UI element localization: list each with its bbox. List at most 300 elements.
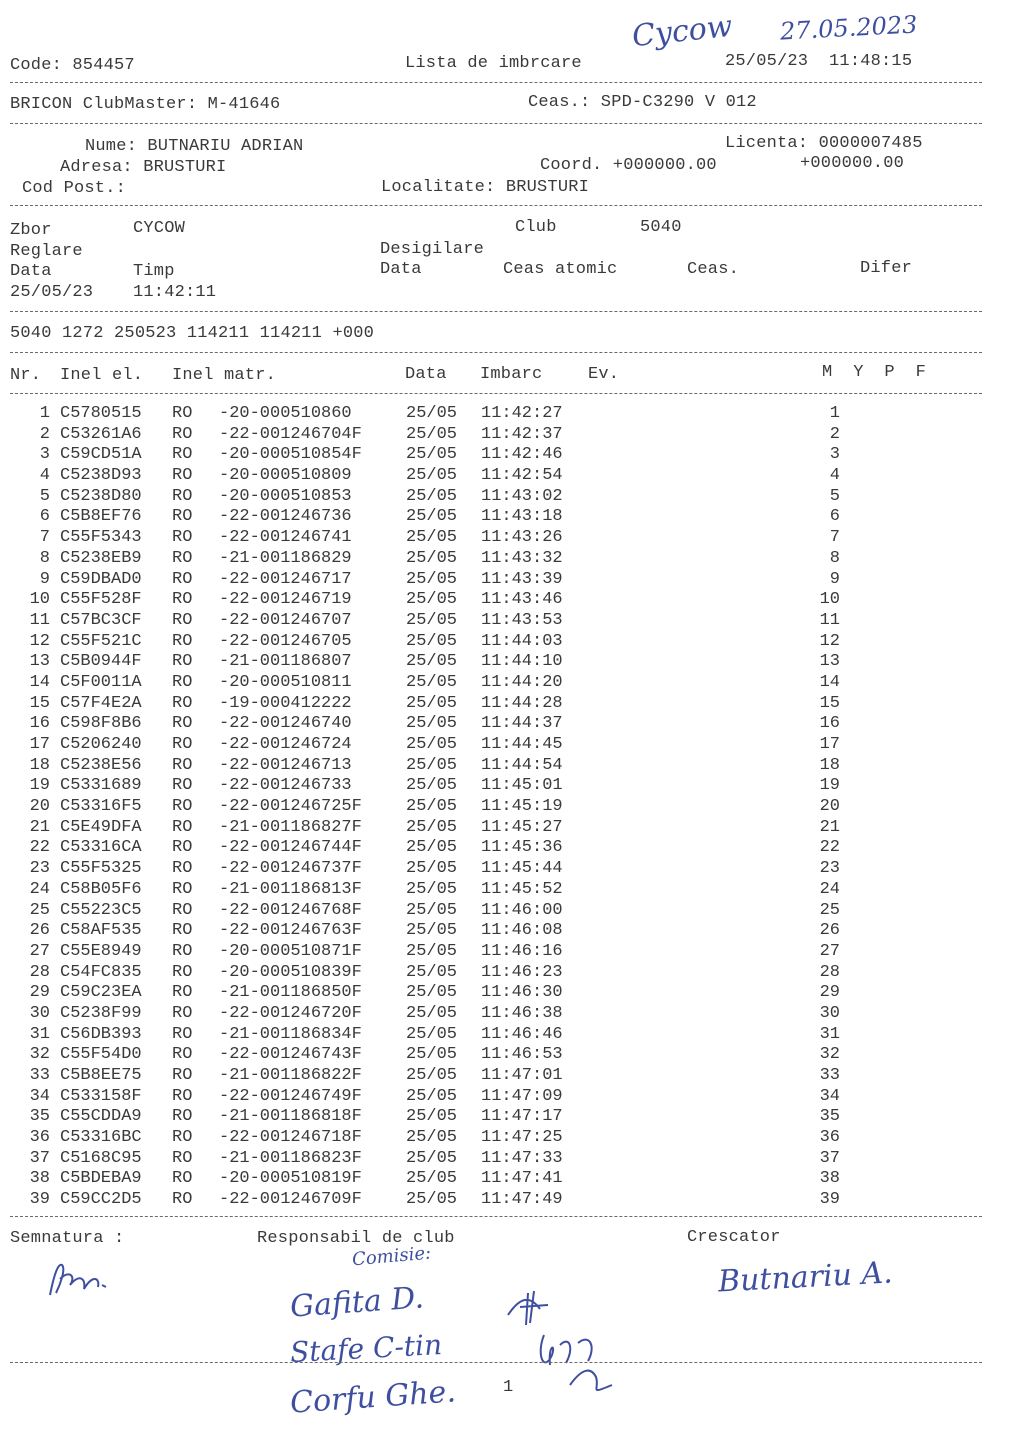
cell-nr: 1: [39, 404, 50, 423]
table-row: [0, 901, 1024, 922]
cell-matr: -22-001246740: [219, 714, 352, 734]
cell-m: 9: [829, 569, 840, 589]
cell-ring: C55F528F: [60, 590, 142, 610]
cell-cty: RO: [172, 714, 193, 734]
cell-ring: C5B0944F: [60, 652, 142, 672]
cell-time: 11:42:37: [481, 424, 563, 444]
cell-nr: 12: [29, 631, 50, 651]
breeder-label: Crescator: [687, 1228, 781, 1247]
cell-cty: RO: [172, 424, 193, 444]
handwritten-member-1: Gafita D.: [288, 1280, 425, 1325]
cell-nr: 6: [39, 507, 50, 527]
cell-m: 1: [829, 404, 840, 423]
cell-ring: C59C23EA: [60, 983, 142, 1003]
cell-nr: 3: [39, 445, 50, 465]
table-row: [0, 776, 1024, 797]
cell-time: 11:43:53: [481, 610, 563, 630]
cell-m: 24: [819, 879, 840, 899]
cell-time: 11:43:39: [481, 569, 563, 589]
cell-matr: -22-001246713: [219, 755, 352, 775]
cell-date: 25/05: [406, 941, 458, 961]
cell-ring: C5238D80: [60, 486, 142, 506]
table-row: [0, 611, 1024, 632]
cell-ring: C55F521C: [60, 631, 142, 651]
cell-matr: -20-000510811: [219, 672, 352, 692]
cell-matr: -20-000510819F: [219, 1169, 362, 1189]
cell-date: 25/05: [406, 548, 458, 568]
table-row: [0, 838, 1024, 859]
table-row: [0, 942, 1024, 963]
cell-date: 25/05: [406, 672, 458, 692]
flight-code-line: 5040 1272 250523 114211 114211 +000: [10, 324, 375, 343]
cell-m: 17: [819, 735, 840, 754]
ceas-label: Ceas.: [687, 260, 740, 279]
cell-time: 11:47:17: [481, 1107, 563, 1127]
cell-matr: -20-000510839F: [219, 962, 362, 982]
cell-cty: RO: [172, 404, 193, 423]
data2-label: Data: [380, 260, 422, 279]
cell-date: 25/05: [406, 1169, 458, 1189]
cell-time: 11:47:09: [481, 1086, 563, 1106]
cell-matr: -22-001246707: [219, 610, 352, 630]
cell-time: 11:44:37: [481, 714, 563, 734]
cell-ring: C54FC835: [60, 962, 142, 982]
table-row: [0, 714, 1024, 735]
cell-m: 3: [829, 445, 840, 465]
cell-date: 25/05: [406, 569, 458, 589]
table-row: [0, 507, 1024, 528]
license-number: Licenta: 0000007485: [725, 134, 923, 153]
handwritten-commission: Comisie:: [351, 1242, 432, 1271]
table-row: [0, 963, 1024, 984]
cell-matr: -21-001186827F: [219, 817, 362, 837]
table-row: [0, 983, 1024, 1004]
cell-cty: RO: [172, 445, 193, 465]
cell-matr: -21-001186822F: [219, 1066, 362, 1085]
cell-matr: -20-000510853: [219, 486, 352, 506]
cell-time: 11:44:20: [481, 672, 563, 692]
cell-cty: RO: [172, 797, 193, 817]
cell-matr: -22-001246724: [219, 735, 352, 754]
clubmaster-label: BRICON ClubMaster: M-41646: [10, 95, 281, 114]
cell-date: 25/05: [406, 900, 458, 920]
table-row: [0, 1128, 1024, 1149]
cell-cty: RO: [172, 590, 193, 610]
table-row: [0, 487, 1024, 508]
cell-ring: C59CC2D5: [60, 1190, 142, 1210]
cell-date: 25/05: [406, 652, 458, 672]
cell-matr: -21-001186813F: [219, 879, 362, 899]
cell-cty: RO: [172, 1003, 193, 1023]
cell-m: 7: [829, 528, 840, 548]
divider: [10, 311, 982, 312]
cell-matr: -20-000510809: [219, 466, 352, 486]
locality-label: Localitate: BRUSTURI: [381, 178, 590, 197]
cell-cty: RO: [172, 631, 193, 651]
cell-cty: RO: [172, 610, 193, 630]
cell-ring: C5B8EE75: [60, 1066, 142, 1085]
cell-nr: 24: [29, 879, 50, 899]
cell-time: 11:47:33: [481, 1148, 563, 1168]
cell-ring: C5F0011A: [60, 672, 142, 692]
cell-ring: C53316CA: [60, 838, 142, 858]
cell-cty: RO: [172, 838, 193, 858]
cell-m: 23: [819, 859, 840, 879]
cell-time: 11:45:44: [481, 859, 563, 879]
cell-date: 25/05: [406, 445, 458, 465]
cell-ring: C5238EB9: [60, 548, 142, 568]
table-row: [0, 921, 1024, 942]
cell-date: 25/05: [406, 631, 458, 651]
cell-m: 26: [819, 921, 840, 941]
table-row: [0, 652, 1024, 673]
cell-matr: -22-001246741: [219, 528, 352, 548]
cell-m: 31: [819, 1024, 840, 1044]
cell-cty: RO: [172, 1128, 193, 1148]
cell-m: 14: [819, 672, 840, 692]
cell-date: 25/05: [406, 610, 458, 630]
cell-date: 25/05: [406, 528, 458, 548]
cell-time: 11:46:53: [481, 1045, 563, 1065]
table-row: [0, 694, 1024, 715]
cell-cty: RO: [172, 983, 193, 1003]
cell-matr: -22-001246744F: [219, 838, 362, 858]
zbor-label: Zbor: [10, 221, 52, 240]
cell-time: 11:47:49: [481, 1190, 563, 1210]
cell-m: 38: [819, 1169, 840, 1189]
cell-date: 25/05: [406, 1066, 458, 1085]
data-label: Data: [10, 262, 52, 281]
cell-nr: 4: [39, 466, 50, 486]
cell-ring: C5780515: [60, 404, 142, 423]
table-row: [0, 590, 1024, 611]
cell-time: 11:43:02: [481, 486, 563, 506]
cell-nr: 15: [29, 693, 50, 713]
cell-nr: 9: [39, 569, 50, 589]
cell-ring: C57F4E2A: [60, 693, 142, 713]
cell-nr: 22: [29, 838, 50, 858]
cell-matr: -22-001246763F: [219, 921, 362, 941]
cell-matr: -21-001186823F: [219, 1148, 362, 1168]
ceas-atomic-label: Ceas atomic: [503, 260, 618, 279]
cell-matr: -21-001186834F: [219, 1024, 362, 1044]
cell-time: 11:46:30: [481, 983, 563, 1003]
cell-m: 15: [819, 693, 840, 713]
cell-m: 18: [819, 755, 840, 775]
cell-time: 11:47:01: [481, 1066, 563, 1085]
cell-date: 25/05: [406, 735, 458, 754]
cell-time: 11:43:26: [481, 528, 563, 548]
cell-nr: 31: [29, 1024, 50, 1044]
cell-matr: -22-001246719: [219, 590, 352, 610]
cell-nr: 29: [29, 983, 50, 1003]
cell-cty: RO: [172, 466, 193, 486]
divider: [10, 205, 982, 206]
cell-cty: RO: [172, 941, 193, 961]
cell-m: 8: [829, 548, 840, 568]
divider: [10, 1362, 982, 1363]
cell-ring: C55E8949: [60, 941, 142, 961]
cell-m: 28: [819, 962, 840, 982]
cell-ring: C5238E56: [60, 755, 142, 775]
table-row: [0, 632, 1024, 653]
cell-date: 25/05: [406, 424, 458, 444]
cell-nr: 28: [29, 962, 50, 982]
cell-m: 2: [829, 424, 840, 444]
cell-date: 25/05: [406, 879, 458, 899]
cell-nr: 7: [39, 528, 50, 548]
table-row: [0, 1087, 1024, 1108]
cell-m: 21: [819, 817, 840, 837]
cell-matr: -21-001186807: [219, 652, 352, 672]
cell-cty: RO: [172, 507, 193, 527]
col-inel-el: Inel el.: [60, 366, 144, 385]
cell-ring: C5331689: [60, 776, 142, 796]
coordinates-value: +000000.00: [800, 154, 905, 173]
cell-date: 25/05: [406, 921, 458, 941]
cell-ring: C55223C5: [60, 900, 142, 920]
cell-matr: -20-000510871F: [219, 941, 362, 961]
cell-cty: RO: [172, 962, 193, 982]
table-row: [0, 1066, 1024, 1087]
cell-ring: C53316F5: [60, 797, 142, 817]
postcode-label: Cod Post.:: [22, 179, 127, 198]
cell-ring: C57BC3CF: [60, 610, 142, 630]
cell-m: 4: [829, 466, 840, 486]
divider: [10, 123, 982, 124]
cell-m: 20: [819, 797, 840, 817]
cell-nr: 13: [29, 652, 50, 672]
cell-cty: RO: [172, 1024, 193, 1044]
cell-date: 25/05: [406, 404, 458, 423]
cell-cty: RO: [172, 1169, 193, 1189]
cell-time: 11:43:32: [481, 548, 563, 568]
cell-nr: 14: [29, 672, 50, 692]
cell-date: 25/05: [406, 1045, 458, 1065]
cell-nr: 10: [29, 590, 50, 610]
cell-time: 11:45:36: [481, 838, 563, 858]
cell-nr: 27: [29, 941, 50, 961]
cell-date: 25/05: [406, 1024, 458, 1044]
cell-ring: C598F8B6: [60, 714, 142, 734]
cell-date: 25/05: [406, 466, 458, 486]
cell-nr: 35: [29, 1107, 50, 1127]
cell-cty: RO: [172, 735, 193, 754]
cell-cty: RO: [172, 900, 193, 920]
cell-time: 11:44:54: [481, 755, 563, 775]
cell-cty: RO: [172, 1190, 193, 1210]
handwritten-place: Cycow: [630, 8, 735, 55]
cell-cty: RO: [172, 528, 193, 548]
table-row: [0, 880, 1024, 901]
cell-cty: RO: [172, 548, 193, 568]
cell-date: 25/05: [406, 838, 458, 858]
table-row: [0, 1149, 1024, 1170]
cell-time: 11:42:54: [481, 466, 563, 486]
cell-date: 25/05: [406, 983, 458, 1003]
cell-nr: 38: [29, 1169, 50, 1189]
cell-cty: RO: [172, 879, 193, 899]
table-row: [0, 466, 1024, 487]
cell-m: 22: [819, 838, 840, 858]
cell-ring: C55F5325: [60, 859, 142, 879]
cell-matr: -21-001186850F: [219, 983, 362, 1003]
cell-ring: C59DBAD0: [60, 569, 142, 589]
cell-cty: RO: [172, 693, 193, 713]
cell-nr: 37: [29, 1148, 50, 1168]
cell-matr: -19-000412222: [219, 693, 352, 713]
cell-date: 25/05: [406, 1148, 458, 1168]
cell-nr: 25: [29, 900, 50, 920]
cell-time: 11:44:03: [481, 631, 563, 651]
cell-nr: 34: [29, 1086, 50, 1106]
cell-matr: -22-001246717: [219, 569, 352, 589]
cell-ring: C56DB393: [60, 1024, 142, 1044]
table-row: [0, 425, 1024, 446]
divider: [10, 82, 982, 83]
cell-matr: -21-001186829: [219, 548, 352, 568]
table-row: [0, 1045, 1024, 1066]
cell-cty: RO: [172, 652, 193, 672]
cell-nr: 30: [29, 1003, 50, 1023]
difer-label: Difer: [860, 259, 913, 278]
cell-nr: 18: [29, 755, 50, 775]
cell-matr: -22-001246749F: [219, 1086, 362, 1106]
col-data: Data: [405, 365, 447, 384]
reglare-date: 25/05/23: [10, 283, 94, 302]
handwritten-member-2: Stafe C-tin: [289, 1328, 443, 1369]
cell-time: 11:42:27: [481, 404, 563, 423]
cell-time: 11:45:52: [481, 879, 563, 899]
cell-matr: -22-001246768F: [219, 900, 362, 920]
cell-nr: 21: [29, 817, 50, 837]
cell-nr: 33: [29, 1066, 50, 1085]
cell-m: 27: [819, 941, 840, 961]
club-value: 5040: [640, 218, 682, 237]
cell-m: 30: [819, 1003, 840, 1023]
cell-time: 11:47:25: [481, 1128, 563, 1148]
cell-ring: C55F54D0: [60, 1045, 142, 1065]
cell-cty: RO: [172, 672, 193, 692]
cell-nr: 20: [29, 797, 50, 817]
signature-mark: [40, 1255, 130, 1305]
cell-m: 37: [819, 1148, 840, 1168]
cell-time: 11:43:46: [481, 590, 563, 610]
cell-matr: -22-001246736: [219, 507, 352, 527]
col-myp-f: M Y P F: [822, 363, 927, 382]
cell-nr: 19: [29, 776, 50, 796]
cell-date: 25/05: [406, 1086, 458, 1106]
cell-cty: RO: [172, 755, 193, 775]
handwritten-member-3: Corfu Ghe.: [288, 1374, 457, 1421]
cell-cty: RO: [172, 1107, 193, 1127]
cell-nr: 17: [29, 735, 50, 754]
table-row: [0, 797, 1024, 818]
cell-date: 25/05: [406, 693, 458, 713]
cell-nr: 36: [29, 1128, 50, 1148]
coordinates-label: Coord. +000000.00: [540, 156, 717, 175]
cell-cty: RO: [172, 1086, 193, 1106]
table-row: [0, 1025, 1024, 1046]
cell-ring: C5B8EF76: [60, 507, 142, 527]
cell-time: 11:44:10: [481, 652, 563, 672]
cell-m: 36: [819, 1128, 840, 1148]
page-number: 1: [503, 1378, 514, 1397]
cell-matr: -21-001186818F: [219, 1107, 362, 1127]
cell-time: 11:46:16: [481, 941, 563, 961]
cell-matr: -22-001246733: [219, 776, 352, 796]
club-responsible-label: Responsabil de club: [257, 1229, 455, 1248]
cell-matr: -22-001246737F: [219, 859, 362, 879]
cell-cty: RO: [172, 1045, 193, 1065]
cell-m: 39: [819, 1190, 840, 1210]
cell-m: 13: [819, 652, 840, 672]
clock-label: Ceas.: SPD-C3290 V 012: [528, 93, 757, 112]
cell-ring: C533158F: [60, 1086, 142, 1106]
document-title: Lista de imbrcare: [405, 54, 582, 73]
cell-time: 11:46:08: [481, 921, 563, 941]
cell-nr: 2: [39, 424, 50, 444]
cell-time: 11:46:00: [481, 900, 563, 920]
divider: [10, 1216, 982, 1217]
cell-date: 25/05: [406, 1107, 458, 1127]
commission-signatures: [500, 1285, 620, 1415]
cell-cty: RO: [172, 1066, 193, 1085]
table-row: [0, 756, 1024, 777]
cell-nr: 8: [39, 548, 50, 568]
cell-nr: 26: [29, 921, 50, 941]
cell-nr: 32: [29, 1045, 50, 1065]
cell-m: 19: [819, 776, 840, 796]
cell-time: 11:47:41: [481, 1169, 563, 1189]
club-label: Club: [515, 218, 557, 237]
cell-date: 25/05: [406, 755, 458, 775]
cell-ring: C53316BC: [60, 1128, 142, 1148]
table-row: [0, 859, 1024, 880]
cell-m: 6: [829, 507, 840, 527]
cell-ring: C5168C95: [60, 1148, 142, 1168]
cell-time: 11:44:45: [481, 735, 563, 754]
col-nr: Nr.: [10, 366, 42, 385]
cell-nr: 11: [29, 610, 50, 630]
cell-m: 32: [819, 1045, 840, 1065]
col-ev: Ev.: [588, 365, 620, 384]
cell-m: 5: [829, 486, 840, 506]
cell-time: 11:45:19: [481, 797, 563, 817]
cell-ring: C5238F99: [60, 1003, 142, 1023]
cell-date: 25/05: [406, 817, 458, 837]
cell-m: 29: [819, 983, 840, 1003]
col-inel-matr: Inel matr.: [172, 366, 277, 385]
cell-time: 11:45:27: [481, 817, 563, 837]
cell-ring: C58AF535: [60, 921, 142, 941]
cell-cty: RO: [172, 486, 193, 506]
cell-cty: RO: [172, 817, 193, 837]
cell-ring: C59CD51A: [60, 445, 142, 465]
cell-matr: -22-001246718F: [219, 1128, 362, 1148]
cell-date: 25/05: [406, 486, 458, 506]
desigilare-label: Desigilare: [380, 240, 485, 259]
table-row: [0, 1004, 1024, 1025]
cell-m: 12: [819, 631, 840, 651]
table-row: [0, 404, 1024, 425]
cell-time: 11:45:01: [481, 776, 563, 796]
timp-label: Timp: [133, 262, 175, 281]
table-row: [0, 445, 1024, 466]
cell-matr: -22-001246720F: [219, 1003, 362, 1023]
zbor-value: CYCOW: [133, 219, 186, 238]
table-row: [0, 818, 1024, 839]
